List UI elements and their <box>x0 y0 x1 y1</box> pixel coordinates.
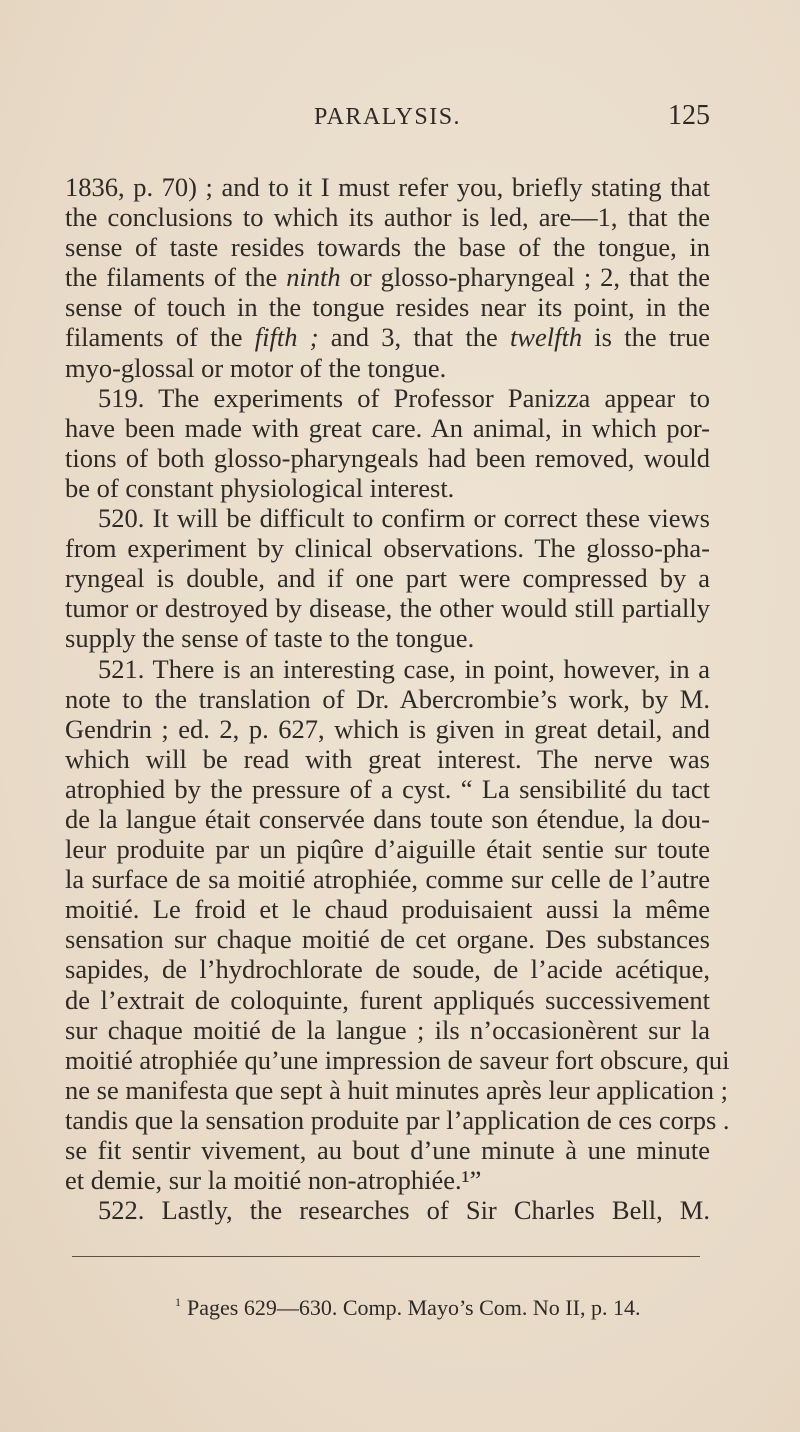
text-line <box>65 684 710 714</box>
footnote-marker: 1 <box>175 1295 181 1309</box>
text-line <box>65 1104 730 1135</box>
text-segment: 520. It will be difficult to confirm or correct these views <box>98 503 710 534</box>
text-line <box>65 1165 710 1195</box>
text-line <box>65 1135 710 1165</box>
text-segment: moitié. Le froid et le chaud produisaient aussi la même <box>65 894 710 925</box>
text-segment: tions of both glosso-pharyngeals had been removed, would <box>65 442 710 473</box>
text-segment: myo-glossal or motor of the tongue. <box>65 352 447 383</box>
italic-text: fifth ; <box>254 322 319 353</box>
body-text <box>65 172 730 1226</box>
text-line <box>65 954 710 984</box>
text-line <box>65 202 710 232</box>
italic-text: twelfth <box>509 322 583 353</box>
text-line <box>65 834 710 864</box>
text-line <box>65 353 710 383</box>
text-segment: 1836, p. 70) ; and to it I must refer you, briefly stating that <box>65 172 710 202</box>
text-segment: sense of touch in the tongue resides near its point, in the <box>65 292 710 323</box>
text-segment: which will be read with great interest. The nerve was <box>65 743 710 774</box>
text-line <box>65 1015 710 1045</box>
text-segment: from experiment by clinical observations. The glosso-pha- <box>65 533 710 564</box>
text-segment: tumor or destroyed by disease, the other would still partially <box>65 593 710 624</box>
text-line <box>65 443 710 473</box>
text-segment: ryngeal is double, and if one part were compressed by a <box>65 563 710 594</box>
text-line <box>65 1044 730 1075</box>
page-number: 125 <box>668 100 710 131</box>
text-segment: 521. There is an interesting case, in point, however, in a <box>98 653 710 684</box>
text-line <box>65 563 710 593</box>
text-line <box>65 593 710 623</box>
text-line <box>65 1074 729 1105</box>
text-segment: et demie, sur la moitié non-atrophiée.¹” <box>65 1165 482 1196</box>
text-line <box>65 985 710 1015</box>
text-segment: supply the sense of taste to the tongue. <box>65 623 475 654</box>
text-segment: tandis que la sensation produite par l’application de ces corps . <box>65 1104 730 1135</box>
text-segment: be of constant physiological interest. <box>65 472 455 503</box>
text-line <box>65 864 710 894</box>
footnote <box>175 1295 640 1321</box>
text-line <box>65 804 710 834</box>
text-segment: moitié atrophiée qu’une impression de saveur fort obscure, qui <box>65 1044 730 1075</box>
text-segment: sense of taste resides towards the base of the tongue, in <box>65 232 710 263</box>
text-segment: leur produite par un piqûre d’aiguille était sentie sur toute <box>65 834 710 865</box>
text-line <box>65 413 710 443</box>
text-segment: filaments of the <box>65 322 255 353</box>
italic-text: ninth <box>286 262 341 293</box>
text-segment: sapides, de l’hydrochlorate de soude, de l’acide acétique, <box>65 954 710 985</box>
text-line <box>65 292 710 322</box>
text-line <box>65 172 710 202</box>
text-line <box>65 262 710 292</box>
text-segment: the filaments of the <box>65 262 287 293</box>
text-line <box>65 232 710 262</box>
text-segment: sur chaque moitié de la langue ; ils n’occasionèrent sur la <box>65 1014 710 1045</box>
text-line <box>65 714 710 744</box>
text-segment: the conclusions to which its author is led, are—1, that the <box>65 202 710 233</box>
text-line <box>65 322 710 352</box>
text-segment: 522. Lastly, the researches of Sir Charles Bell, M. <box>98 1195 710 1226</box>
text-segment: note to the translation of Dr. Abercrombie’s work, by M. <box>65 683 710 714</box>
text-line <box>65 503 710 533</box>
text-line <box>65 533 710 563</box>
text-segment: Gendrin ; ed. 2, p. 627, which is given in great detail, and <box>65 713 710 744</box>
text-line <box>65 744 710 774</box>
text-line <box>65 623 710 653</box>
text-segment: de la langue était conservée dans toute son étendue, la dou- <box>65 803 710 834</box>
page-header <box>65 100 710 136</box>
text-segment: or glosso-pharyngeal ; 2, that the <box>340 262 710 293</box>
text-line <box>65 383 710 413</box>
text-segment: atrophied by the pressure of a cyst. “ La sensibilité du tact <box>65 773 710 804</box>
text-line <box>65 924 710 954</box>
text-segment: ne se manifesta que sept à huit minutes après leur application ; <box>65 1074 729 1105</box>
footnote-divider <box>72 1256 700 1257</box>
text-line <box>65 654 710 684</box>
text-segment: have been made with great care. An animal, in which por- <box>65 412 710 443</box>
text-segment: se fit sentir vivement, au bout d’une minute à une minute <box>65 1135 710 1165</box>
text-line <box>65 894 710 924</box>
text-segment: 519. The experiments of Professor Panizza appear to <box>98 382 710 413</box>
text-segment: and 3, that the <box>318 322 510 353</box>
text-line <box>65 1195 710 1225</box>
text-segment: de l’extrait de coloquinte, furent appliqués successivement <box>65 984 710 1015</box>
text-segment: la surface de sa moitié atrophiée, comme sur celle de l’autre <box>65 864 710 895</box>
text-line <box>65 774 710 804</box>
footnote-text: Pages 629—630. Comp. Mayo’s Com. No II, p. 14. <box>187 1295 641 1320</box>
text-line <box>65 473 710 503</box>
text-segment: sensation sur chaque moitié de cet organe. Des substances <box>65 924 710 955</box>
text-segment: is the true <box>582 322 711 353</box>
running-head: PARALYSIS. <box>313 104 462 130</box>
